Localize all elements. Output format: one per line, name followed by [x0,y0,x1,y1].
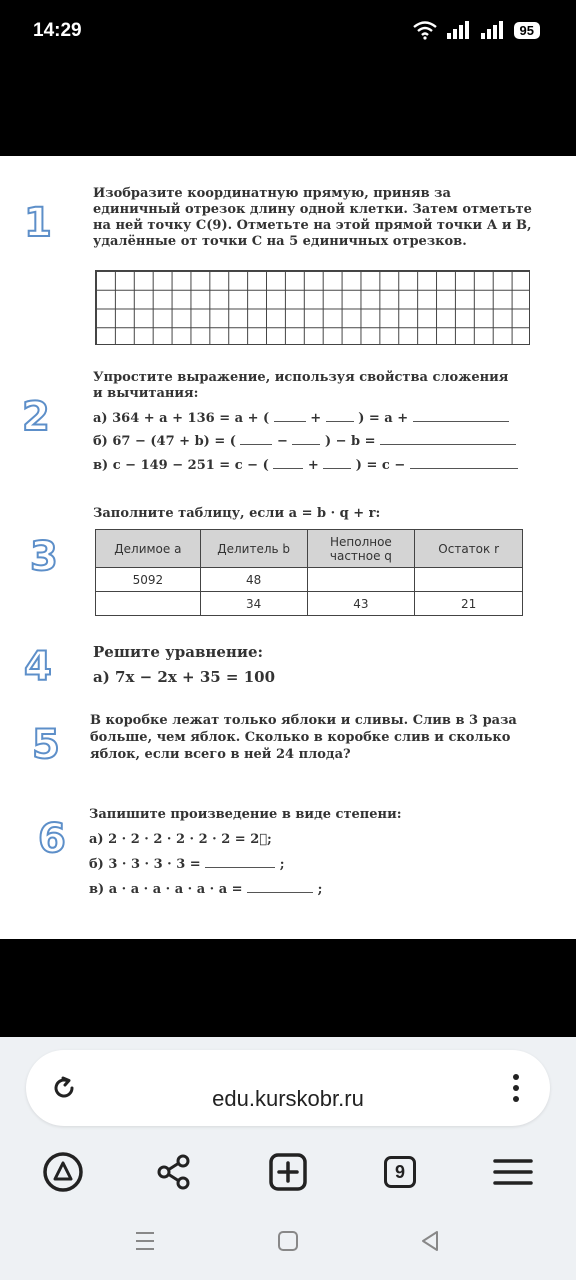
table-cell: 43 [307,592,415,616]
col-header-remainder: Остаток r [415,530,523,568]
task-2c-part3: ) = c − [355,458,406,473]
task-2c-part2: + [307,458,319,473]
table-cell: 34 [200,592,307,616]
tab-count: 9 [384,1156,416,1188]
table-cell [96,592,201,616]
grid-paper [95,270,530,345]
task-5-number: 5 [32,722,60,768]
task-4-text: Решите уравнение: [93,643,264,661]
alice-home-icon[interactable] [41,1150,85,1194]
answer-blank [274,410,306,422]
task-2a-part2: + [310,411,322,426]
status-icons [412,20,540,40]
table-cell [415,568,523,592]
col-header-divisor: Делитель b [200,530,307,568]
answer-blank [380,433,516,445]
task-2a-part1: а) 364 + a + 136 = a + ( [93,411,270,426]
task-3-number: 3 [30,534,58,580]
task-6c-end: ; [317,882,323,897]
task-2c-line [93,457,518,474]
back-button-icon[interactable] [410,1221,450,1261]
answer-blank [247,881,313,893]
task-2b-part2: − [276,434,288,449]
task-6b-text: б) 3 · 3 · 3 · 3 = [89,857,201,872]
task-2a-part3: ) = a + [358,411,409,426]
col-header-quotient: Неполное частное q [307,530,415,568]
task-2a-line [93,410,509,427]
browser-chrome [0,1037,576,1280]
task-2-number: 2 [22,394,50,440]
answer-blank [326,410,354,422]
task-6c-line [89,881,322,898]
kebab-menu-icon[interactable] [510,1072,522,1104]
table-cell: 5092 [96,568,201,592]
task-4-number: 4 [24,644,52,690]
home-button-icon[interactable] [268,1221,308,1261]
task-4-equation: а) 7x − 2x + 35 = 100 [93,668,276,686]
bottom-toolbar [0,1150,576,1198]
task-2b-part3: ) − b = [324,434,376,449]
division-table [95,529,523,616]
tabs-icon[interactable] [378,1150,422,1194]
status-bar [0,0,576,60]
task-6-text: Запишите произведение в виде степени: [89,807,402,822]
task-3-text: Заполните таблицу, если a = b · q + r: [93,506,381,521]
system-nav-bar [0,1217,576,1267]
address-bar[interactable] [26,1050,550,1126]
status-time: 14:29 [33,20,82,41]
answer-blank [273,457,303,469]
task-6a-line: а) 2 · 2 · 2 · 2 · 2 · 2 = 2⃞; [89,832,272,847]
col-header-dividend: Делимое a [96,530,201,568]
table-cell: 21 [415,592,523,616]
task-2b-part1: б) 67 − (47 + b) = ( [93,434,236,449]
recent-apps-icon[interactable] [125,1221,165,1261]
task-6c-text: в) a · a · a · a · a · a = [89,882,243,897]
new-tab-icon[interactable] [266,1150,310,1194]
task-5-text: В коробке лежат только яблоки и сливы. Слив в 3 раза больше, чем яблок. Сколько в коробке слив и сколько яблок, если всего в ней 24 плода? [90,713,517,762]
battery-indicator: 95 [514,22,540,39]
task-1-text: Изобразите координатную прямую, приняв за единичный отрезок длину одной клетки. Затем отметьте на ней точку С(9). Отметьте на этой прямой точки А и В, удалённые от точки С на 5 единичных отрезков. [93,186,532,249]
url-text[interactable]: edu.kurskobr.ru [212,1086,364,1111]
answer-blank [323,457,351,469]
answer-blank [410,457,518,469]
task-2c-part1: в) c − 149 − 251 = c − ( [93,458,269,473]
share-icon[interactable] [152,1150,196,1194]
signal-icon-2 [480,20,506,40]
wifi-icon [412,20,438,40]
task-6b-line [89,856,285,873]
signal-icon [446,20,472,40]
task-6-number: 6 [38,816,66,862]
task-2b-line [93,433,516,450]
viewer-background-bottom [0,939,576,1037]
table-cell: 48 [200,568,307,592]
answer-blank [205,856,275,868]
viewer-background-top [0,60,576,156]
worksheet-photo [0,156,576,939]
answer-blank [413,410,509,422]
table-row [96,568,523,592]
table-cell [307,568,415,592]
answer-blank [240,433,272,445]
answer-blank [292,433,320,445]
task-6b-end: ; [279,857,285,872]
table-row [96,592,523,616]
task-1-number: 1 [24,200,52,246]
task-2-text: Упростите выражение, используя свойства сложения и вычитания: [93,370,509,401]
hamburger-icon[interactable] [491,1150,535,1194]
